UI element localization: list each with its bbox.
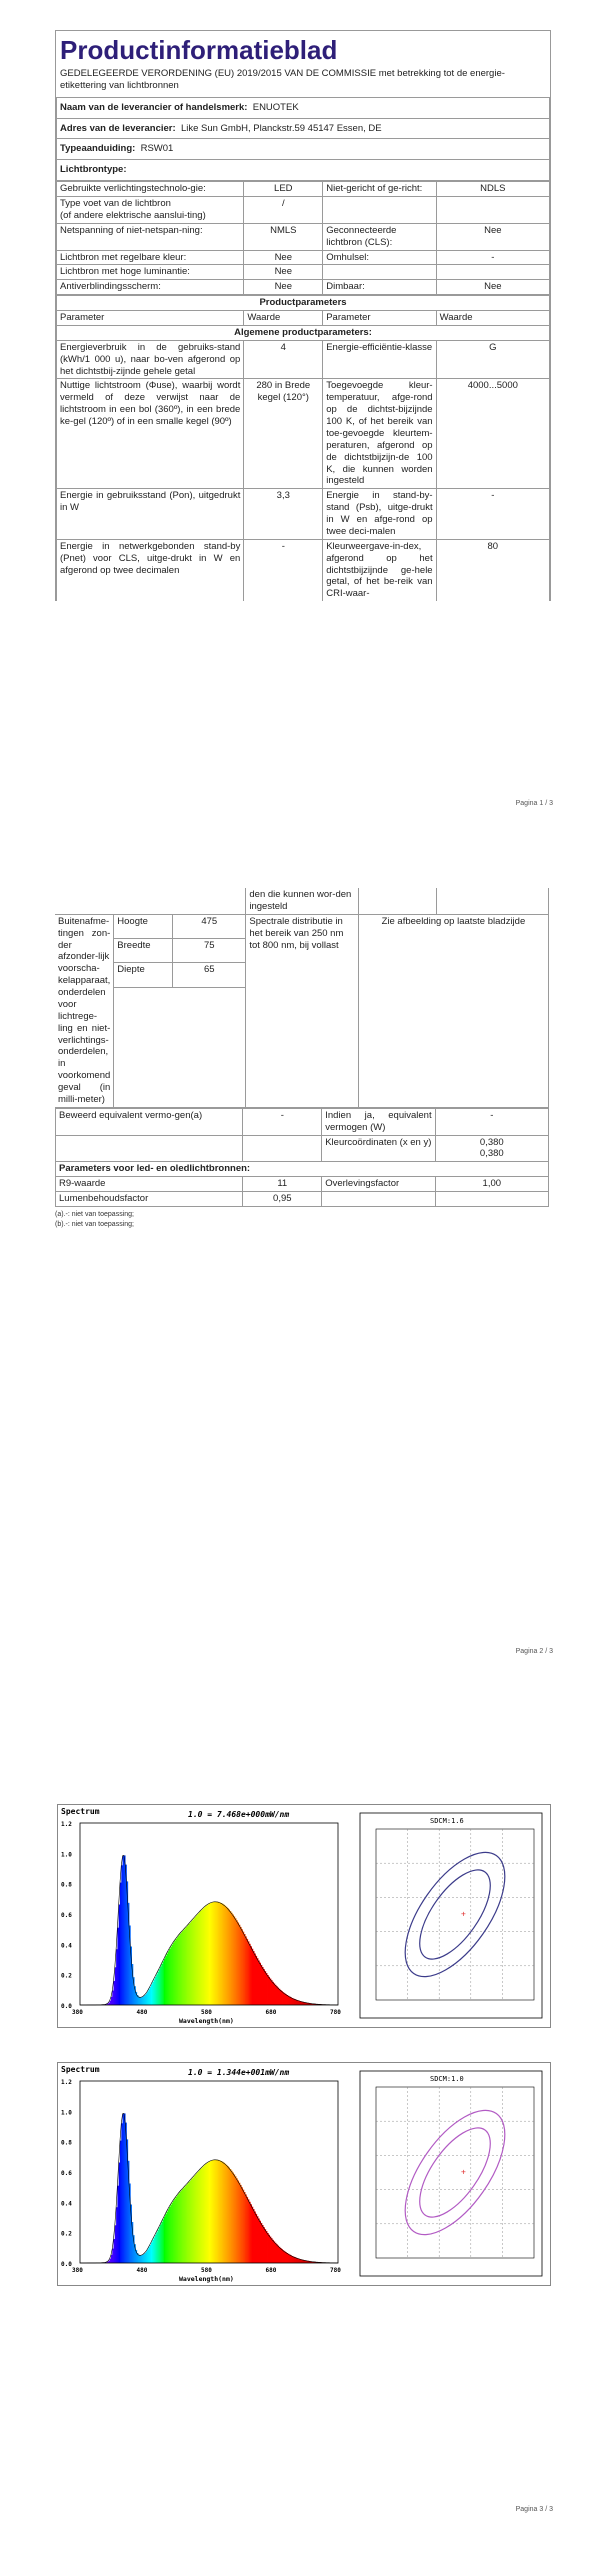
param-value: [435, 1192, 548, 1207]
param-label: Dimbaar:: [323, 280, 436, 295]
x-tick-label: 680: [265, 2009, 277, 2016]
x-tick-label: 380: [72, 2267, 83, 2274]
param-label: Lichtbron met regelbare kleur:: [57, 250, 244, 265]
x-tick-label: 580: [201, 2009, 212, 2016]
page-number-2: Pagina 2 / 3: [515, 1648, 553, 1655]
param-value: /: [244, 197, 323, 224]
param-value: 280 in Brede kegel (120°): [244, 379, 323, 489]
param-label: Antiverblindingsscherm:: [57, 280, 244, 295]
x-tick-label: 780: [330, 2267, 341, 2274]
info-sheet-frame: [55, 30, 551, 601]
param-label: Kleurweergave-in-dex, afgerond op het dichtstbijzijnde ge-hele getal, of het be-reik van CRI-waar-: [323, 539, 436, 601]
param-value: 4000...5000: [436, 379, 549, 489]
cie-title: SDCM:1.0: [430, 2075, 464, 2083]
spectrum-title: Spectrum: [61, 2065, 100, 2074]
page-2-params-table: [55, 1108, 549, 1207]
y-tick-label: 0.6: [61, 2170, 72, 2177]
param-label: Energie-efficiëntie-klasse: [323, 340, 436, 379]
cie-title: SDCM:1.6: [430, 1817, 464, 1825]
spectral-value: Zie afbeelding op laatste bladzijde: [358, 914, 548, 1107]
spectrum-chart-2: [58, 2063, 550, 2285]
param-value: NDLS: [436, 182, 549, 197]
dim-depth-value: 65: [173, 963, 246, 987]
x-tick-label: 680: [265, 2267, 277, 2274]
lichtbrontype-row: [57, 223, 550, 250]
dim-depth-label: Diepte: [114, 963, 173, 987]
param-value: G: [436, 340, 549, 379]
cie-panel: [360, 1813, 542, 2018]
y-tick-label: 1.0: [61, 2109, 72, 2117]
y-tick-label: 0.0: [61, 2261, 72, 2268]
param-label: Energieverbruik in de gebruiks-stand (kWh/1 000 u), naar bo-ven afgerond op het dichtstbij-zijnde gehele getal: [57, 340, 244, 379]
footnote-b: (b).-: niet van toepassing;: [55, 1220, 134, 1228]
param-label: Omhulsel:: [323, 250, 436, 265]
param-label: Energie in netwerkgebonden stand-by (Pnet) voor CLS, uitge-drukt in W en afgerond op twee decimalen: [57, 539, 244, 601]
y-tick-label: 0.2: [61, 1972, 72, 1980]
param-label: Geconnecteerde lichtbron (CLS):: [323, 223, 436, 250]
dim-height-value: 475: [173, 914, 246, 938]
param-label: Gebruikte verlichtingstechnolo-gie:: [57, 182, 244, 197]
param-label: R9-waarde: [56, 1177, 243, 1192]
supplier-table: [56, 97, 550, 182]
dim-height-label: Hoogte: [114, 914, 173, 938]
param-value: -: [244, 539, 323, 601]
param-value: NMLS: [244, 223, 323, 250]
param-label: Energie in gebruiksstand (Pon), uitgedrukt in W: [57, 489, 244, 540]
spectral-label: Spectrale distributie in het bereik van 250 nm tot 800 nm, bij vollast: [246, 914, 358, 1107]
param-value: [436, 197, 549, 224]
page-number-1: Pagina 1 / 3: [515, 800, 553, 807]
y-tick-label: 0.4: [61, 1942, 72, 1950]
lichtbrontype-row: [57, 197, 550, 224]
y-tick-label: 1.0: [61, 1851, 72, 1859]
y-tick-label: 0.0: [61, 2003, 72, 2010]
param-value: -: [243, 1108, 322, 1135]
param-value: LED: [244, 182, 323, 197]
y-tick-label: 0.4: [61, 2200, 72, 2208]
param-value: -: [436, 489, 549, 540]
led-param-row: [56, 1192, 549, 1207]
general-params-heading: Algemene productparameters:: [57, 325, 550, 340]
param-value: -: [436, 250, 549, 265]
x-tick-label: 480: [136, 2267, 148, 2274]
param-label: [322, 1192, 435, 1207]
spectrum-figure-2: [57, 2062, 551, 2286]
supplier-name-value: ENUOTEK: [252, 101, 299, 113]
product-param-row: [57, 340, 550, 379]
spectrum-formula: 1.0 = 7.468e+000mW/nm: [188, 1810, 290, 1819]
param-value: Nee: [436, 223, 549, 250]
param-label: Kleurcoördinaten (x en y): [322, 1135, 435, 1162]
param-value: Nee: [244, 280, 323, 295]
y-tick-label: 0.2: [61, 2230, 72, 2238]
spectrum-figure-1: [57, 1804, 551, 2028]
col-header-param-2: Parameter: [323, 311, 436, 326]
param-label: Type voet van de lichtbron (of andere elektrische aanslui-ting): [57, 197, 244, 224]
supplier-address-value: Like Sun GmbH, Planckstr.59 45147 Essen, DE: [180, 122, 382, 134]
type-value: RSW01: [140, 143, 174, 155]
product-param-row: [56, 1135, 549, 1162]
param-value: [436, 265, 549, 280]
param-label: Lumenbehoudsfactor: [56, 1192, 243, 1207]
product-param-row: [57, 489, 550, 540]
productparameters-table: [56, 295, 550, 601]
cie-panel: [360, 2071, 542, 2276]
led-params-heading: Parameters voor led- en oledlichtbronnen:: [56, 1162, 549, 1177]
page-number-3: Pagina 3 / 3: [515, 2506, 553, 2513]
param-label: Niet-gericht of ge-richt:: [323, 182, 436, 197]
spectrum-chart-1: [58, 1805, 550, 2027]
supplier-address-label: Adres van de leverancier:: [60, 122, 176, 134]
lichtbrontype-table: [56, 181, 550, 295]
param-label: Lichtbron met hoge luminantie:: [57, 265, 244, 280]
page-2-content: [55, 888, 549, 1228]
footnote-a: (a).-: niet van toepassing;: [55, 1210, 134, 1218]
product-param-row: [56, 1108, 549, 1135]
param-value: 4: [244, 340, 323, 379]
product-param-row: [57, 539, 550, 601]
x-axis-label: Wavelength(nm): [179, 2275, 234, 2283]
cri-continuation: den die kunnen wor-den ingesteld: [246, 888, 358, 914]
col-header-value-2: Waarde: [436, 311, 549, 326]
param-label: Overlevingsfactor: [322, 1177, 435, 1192]
lichtbrontype-row: [57, 280, 550, 295]
param-label: Netspanning of niet-netspan-ning:: [57, 223, 244, 250]
dim-width-value: 75: [173, 939, 246, 963]
param-value: Nee: [436, 280, 549, 295]
param-value: 1,00: [435, 1177, 548, 1192]
param-label: Toegevoegde kleur-temperatuur, afge-rond op de dichtst-bijzijnde 100 K, of het bereik van toe-gevoegde kleurtem-peraturen, afgerond op de dichtstbijzijn-de 100 K, die kunnen worden ingesteld: [323, 379, 436, 489]
col-header-param: Parameter: [57, 311, 244, 326]
x-axis-label: Wavelength(nm): [179, 2017, 234, 2025]
x-tick-label: 480: [136, 2009, 148, 2016]
chromaticity-point: +: [461, 2167, 466, 2177]
lichtbrontype-heading: Lichtbrontype:: [57, 160, 550, 181]
param-label: Indien ja, equivalent vermogen (W): [322, 1108, 435, 1135]
spectrum-title: Spectrum: [61, 1807, 100, 1816]
dim-width-label: Breedte: [114, 939, 173, 963]
param-label: Nuttige lichtstroom (Φuse), waarbij wordt vermeld of deze verwijst naar de lichtstroom in een bol (360º), in een brede ke-gel (120º) of in een smalle kegel (90º): [57, 379, 244, 489]
col-header-value: Waarde: [244, 311, 323, 326]
y-tick-label: 0.6: [61, 1912, 72, 1919]
param-label: [56, 1135, 243, 1162]
type-label: Typeaanduiding:: [60, 143, 136, 155]
dimensions-label: Buitenafme-tingen zon-der afzonder-lijk voorscha-kelapparaat, onderdelen voor lichtrege-ling en niet-verlichtings-onderdelen, in voorkomend geval (in milli-meter): [55, 914, 114, 1107]
productparameters-heading: Productparameters: [57, 296, 550, 311]
param-value: 0,95: [243, 1192, 322, 1207]
x-tick-label: 380: [72, 2009, 83, 2016]
param-label: Energie in stand-by-stand (Psb), uitge-drukt in W en afge-rond op twee deci-malen: [323, 489, 436, 540]
lichtbrontype-row: [57, 182, 550, 197]
param-value: Nee: [244, 265, 323, 280]
param-value: -: [435, 1108, 548, 1135]
param-value: [243, 1135, 322, 1162]
param-value: 80: [436, 539, 549, 601]
param-label: [323, 197, 436, 224]
spectrum-formula: 1.0 = 1.344e+001mW/nm: [188, 2068, 290, 2077]
y-tick-label: 0.8: [61, 1881, 72, 1889]
param-label: [323, 265, 436, 280]
y-tick-label: 0.8: [61, 2139, 72, 2147]
x-tick-label: 780: [330, 2009, 341, 2016]
param-value: 0,380 0,380: [435, 1135, 548, 1162]
y-tick-label: 1.2: [61, 1821, 72, 1828]
chromaticity-point: +: [461, 1909, 466, 1919]
param-value: 11: [243, 1177, 322, 1192]
param-value: Nee: [244, 250, 323, 265]
regulation-subtitle: GEDELEGEERDE VERORDENING (EU) 2019/2015 VAN DE COMMISSIE met betrekking tot de energie-etikettering van lichtbronnen: [60, 68, 505, 92]
product-param-row: [57, 379, 550, 489]
led-param-row: [56, 1177, 549, 1192]
param-label: Beweerd equivalent vermo-gen(a): [56, 1108, 243, 1135]
dimensions-table: [55, 888, 549, 1108]
led-params-heading-row: [56, 1162, 549, 1177]
page-title: Productinformatieblad: [60, 35, 338, 65]
param-value: 3,3: [244, 489, 323, 540]
lichtbrontype-row: [57, 250, 550, 265]
x-tick-label: 580: [201, 2267, 212, 2274]
y-tick-label: 1.2: [61, 2079, 72, 2086]
lichtbrontype-row: [57, 265, 550, 280]
supplier-name-label: Naam van de leverancier of handelsmerk:: [60, 101, 248, 113]
